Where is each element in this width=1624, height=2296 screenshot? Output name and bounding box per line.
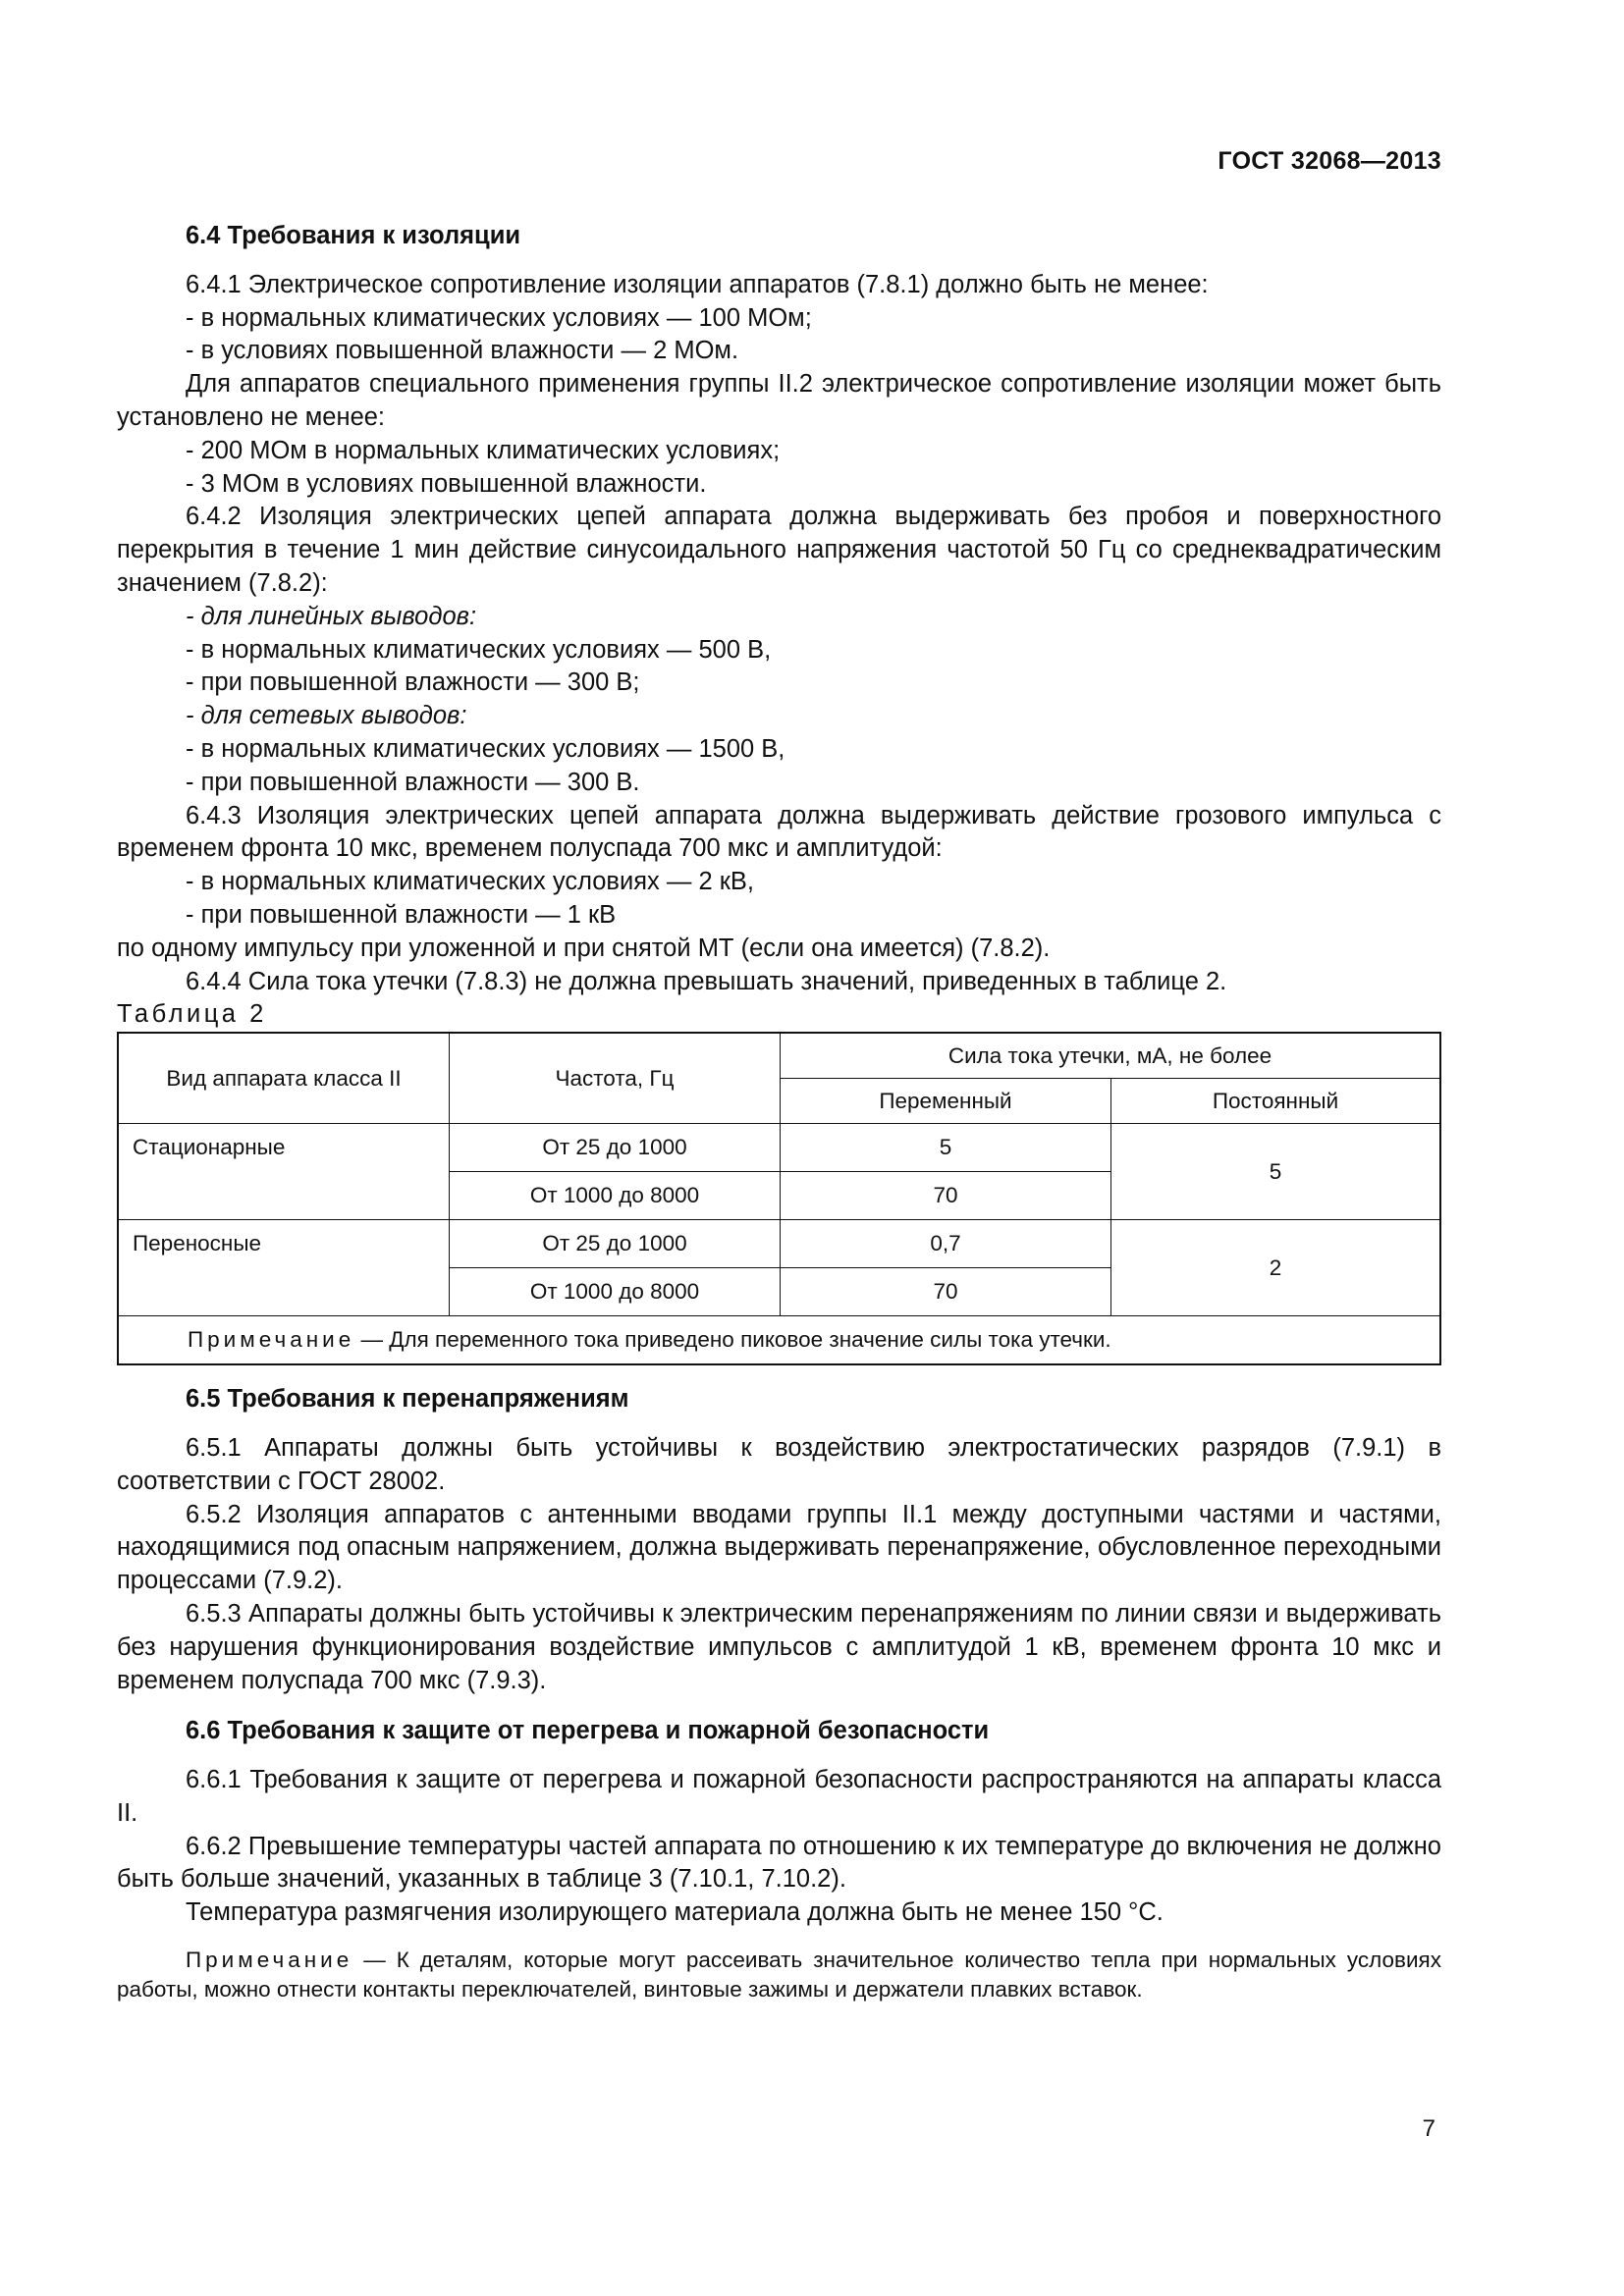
- document-code: ГОСТ 32068—2013: [1218, 147, 1441, 175]
- list-item: - 200 МОм в нормальных климатических условиях;: [186, 436, 781, 464]
- paragraph-6-4-2: 6.4.2 Изоляция электрических цепей аппарата должна выдерживать без пробоя и поверхностного перекрытия в течение 1 мин действие синусоидального напряжения частотой 50 Гц со среднеквадратическим значением (7.8.2):: [117, 503, 1441, 597]
- table-cell: 2: [1111, 1220, 1441, 1316]
- leakage-current-table: [117, 1032, 1441, 1365]
- table-row: [118, 1124, 1440, 1172]
- list-item: - в условиях повышенной влажности — 2 МОм.: [186, 337, 739, 365]
- section-6-5-title: 6.5 Требования к перенапряжениям: [186, 1385, 629, 1414]
- table-cell: 5: [781, 1124, 1111, 1172]
- list-item: - в нормальных климатических условиях — 1500 В,: [186, 734, 785, 763]
- table-cell: От 25 до 1000: [450, 1124, 781, 1172]
- paragraph-6-6-1: 6.6.1 Требования к защите от перегрева и пожарной безопасности распространяются на аппараты класса II.: [117, 1766, 1441, 1827]
- table-note-row: [118, 1316, 1440, 1365]
- page-number: 7: [1422, 2115, 1435, 2142]
- list-item: - в нормальных климатических условиях — 2 кВ,: [186, 868, 754, 896]
- table-cell: От 25 до 1000: [450, 1220, 781, 1268]
- list-heading-linear: - для линейных выводов:: [186, 602, 477, 630]
- section-note: [117, 1946, 1441, 2004]
- section-6-6-title: 6.6 Требования к защите от перегрева и пожарной безопасности: [186, 1717, 990, 1745]
- paragraph: Для аппаратов специального применения группы II.2 электрическое сопротивление изоляции может быть установлено не менее:: [117, 370, 1441, 431]
- list-item: - при повышенной влажности — 1 кВ: [186, 900, 617, 929]
- list-item: - при повышенной влажности — 300 В;: [186, 668, 640, 697]
- paragraph-6-5-1: 6.5.1 Аппараты должны быть устойчивы к воздействию электростатических разрядов (7.9.1) в соответствии с ГОСТ 28002.: [117, 1433, 1441, 1495]
- paragraph-6-4-3: 6.4.3 Изоляция электрических цепей аппарата должна выдерживать действие грозового импульса с временем фронта 10 мкс, временем полуспада 700 мкс и амплитудой:: [117, 801, 1441, 863]
- paragraph-6-4-4: 6.4.4 Сила тока утечки (7.8.3) не должна превышать значений, приведенных в таблице 2.: [186, 967, 1227, 995]
- table-cell: 0,7: [781, 1220, 1111, 1268]
- paragraph: Температура размягчения изолирующего материала должна быть не менее 150 °С.: [186, 1898, 1164, 1927]
- header-cell-frequency: Частота, Гц: [450, 1033, 781, 1124]
- table-cell: 5: [1111, 1124, 1441, 1220]
- document-page: [117, 0, 1441, 2296]
- table-cell: От 1000 до 8000: [450, 1172, 781, 1220]
- document-body: [117, 220, 1441, 2004]
- list-item: - в нормальных климатических условиях — 500 В,: [186, 635, 772, 664]
- paragraph: по одному импульсу при уложенной и при снятой МТ (если она имеется) (7.8.2).: [117, 934, 1051, 962]
- note-label: Примечание: [186, 1948, 353, 1973]
- note-text: — К деталям, которые могут рассеивать значительное количество тепла при нормальных условиях работы, можно отнести контакты переключателей, винтовые зажимы и держатели плавких вставок.: [117, 1948, 1441, 2002]
- table-caption: Таблица 2: [117, 1000, 267, 1029]
- header-cell-ac: Переменный: [781, 1079, 1111, 1124]
- note-label: Примечание: [188, 1327, 355, 1353]
- table-cell: 70: [781, 1172, 1111, 1220]
- header-cell-dc: Постоянный: [1111, 1079, 1441, 1124]
- paragraph-6-4-1: 6.4.1 Электрическое сопротивление изоляции аппаратов (7.8.1) должно быть не менее:: [186, 270, 1209, 298]
- section-6-4-title: 6.4 Требования к изоляции: [186, 222, 521, 249]
- paragraph-6-6-2: 6.6.2 Превышение температуры частей аппарата по отношению к их температуре до включения не должно быть больше значений, указанных в таблице 3 (7.10.1, 7.10.2).: [117, 1832, 1441, 1894]
- table-cell: От 1000 до 8000: [450, 1268, 781, 1316]
- note-text: — Для переменного тока приведено пиковое значение силы тока утечки.: [354, 1327, 1111, 1353]
- header-cell-current: Сила тока утечки, мА, не более: [781, 1033, 1441, 1079]
- table-row: [118, 1220, 1440, 1268]
- list-item: - при повышенной влажности — 300 В.: [186, 768, 640, 796]
- table-cell: Стационарные: [118, 1124, 450, 1220]
- table-cell: 70: [781, 1268, 1111, 1316]
- list-item: - в нормальных климатических условиях — 100 МОм;: [186, 303, 812, 332]
- list-item: - 3 МОм в условиях повышенной влажности.: [186, 469, 707, 498]
- paragraph-6-5-2: 6.5.2 Изоляция аппаратов с антенными вводами группы II.1 между доступными частями и частями, находящимися под опасным напряжением, должна выдерживать перенапряжение, обусловленное переходными процессами (7.9.2).: [117, 1500, 1441, 1595]
- header-cell-type: Вид аппарата класса II: [118, 1033, 450, 1124]
- table-note: [118, 1316, 1440, 1365]
- table-cell: Переносные: [118, 1220, 450, 1316]
- paragraph-6-5-3: 6.5.3 Аппараты должны быть устойчивы к электрическим перенапряжениям по линии связи и выдерживать без нарушения функционирования воздействие импульсов с амплитудой 1 кВ, временем фронта 10 мкс и временем полуспада 700 мкс (7.9.3).: [117, 1599, 1441, 1694]
- list-heading-network: - для сетевых выводов:: [186, 702, 467, 730]
